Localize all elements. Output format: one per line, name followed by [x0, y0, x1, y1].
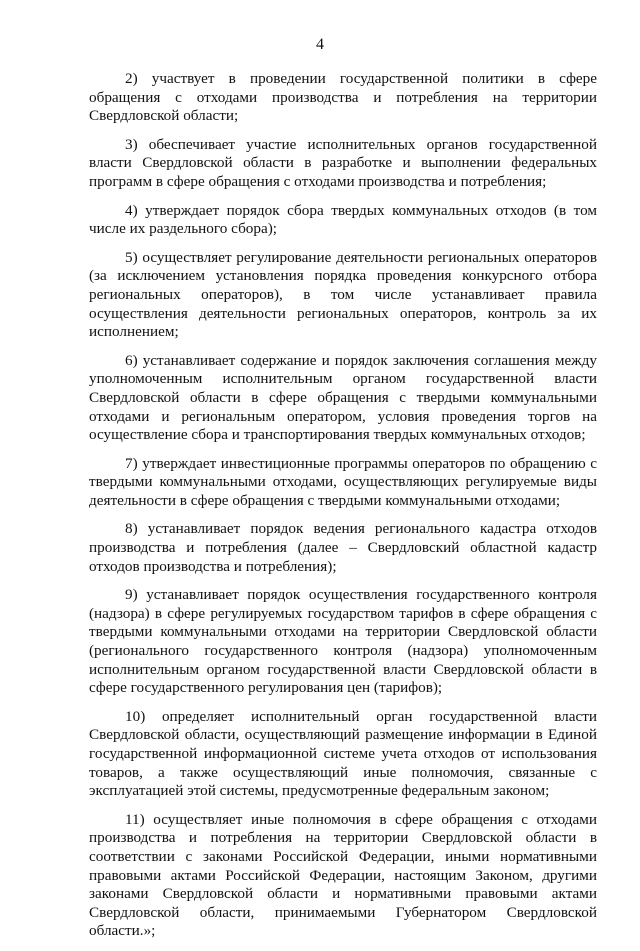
list-item-9: 9) устанавливает порядок осуществления государственного контроля (надзора) в сфере регулируемых государством тарифов в сфере обращения с твердыми коммунальными отходами на территории Свердловской области (регионального государственного контроля (надзора) уполномоченным исполнительным органом государственной власти Свердловской области в сфере государственного регулирования цен (тарифов); [89, 586, 597, 697]
list-item-5: 5) осуществляет регулирование деятельности региональных операторов (за исключением установления порядка проведения конкурсного отбора региональных операторов), в том числе устанавливает правила осуществления деятельности региональных операторов, контроль за их исполнением; [89, 248, 597, 341]
list-item-10: 10) определяет исполнительный орган государственной власти Свердловской области, осуществляющий размещение информации в Единой государственной информационной системе учета отходов от использования товаров, а также осуществляющий иные полномочия, связанные с эксплуатацией этой системы, предусмотренные федеральным законом; [89, 707, 597, 800]
list-item-2: 2) участвует в проведении государственной политики в сфере обращения с отходами производства и потребления на территории Свердловской области; [89, 70, 597, 125]
list-item-7: 7) утверждает инвестиционные программы операторов по обращению с твердыми коммунальными отходами, осуществляющих регулируемые виды деятельности в сфере обращения с твердыми коммунальными отходами; [89, 454, 597, 509]
list-item-3: 3) обеспечивает участие исполнительных органов государственной власти Свердловской области в разработке и выполнении федеральных программ в сфере обращения с отходами производства и потребления; [89, 135, 597, 190]
list-item-11: 11) осуществляет иные полномочия в сфере обращения с отходами производства и потребления на территории Свердловской области в соответствии с законами Российской Федерации, иными нормативными правовыми актами Российской Федерации, настоящим Законом, другими законами Свердловской области и нормативными правовыми актами Свердловской области, принимаемыми Губернатором Свердловской области.»; [89, 810, 597, 940]
document-body [89, 70, 597, 951]
list-item-4: 4) утверждает порядок сбора твердых коммунальных отходов (в том числе их раздельного сбора); [89, 201, 597, 238]
list-item-8: 8) устанавливает порядок ведения регионального кадастра отходов производства и потребления (далее – Свердловский областной кадастр отходов производства и потребления); [89, 520, 597, 575]
page-number: 4 [316, 36, 324, 53]
list-item-6: 6) устанавливает содержание и порядок заключения соглашения между уполномоченным исполнительным органом государственной власти Свердловской области в сфере обращения с твердыми коммунальными отходами и региональным оператором, условия проведения торгов на осуществление сбора и транспортирования твердых коммунальных отходов; [89, 351, 597, 444]
